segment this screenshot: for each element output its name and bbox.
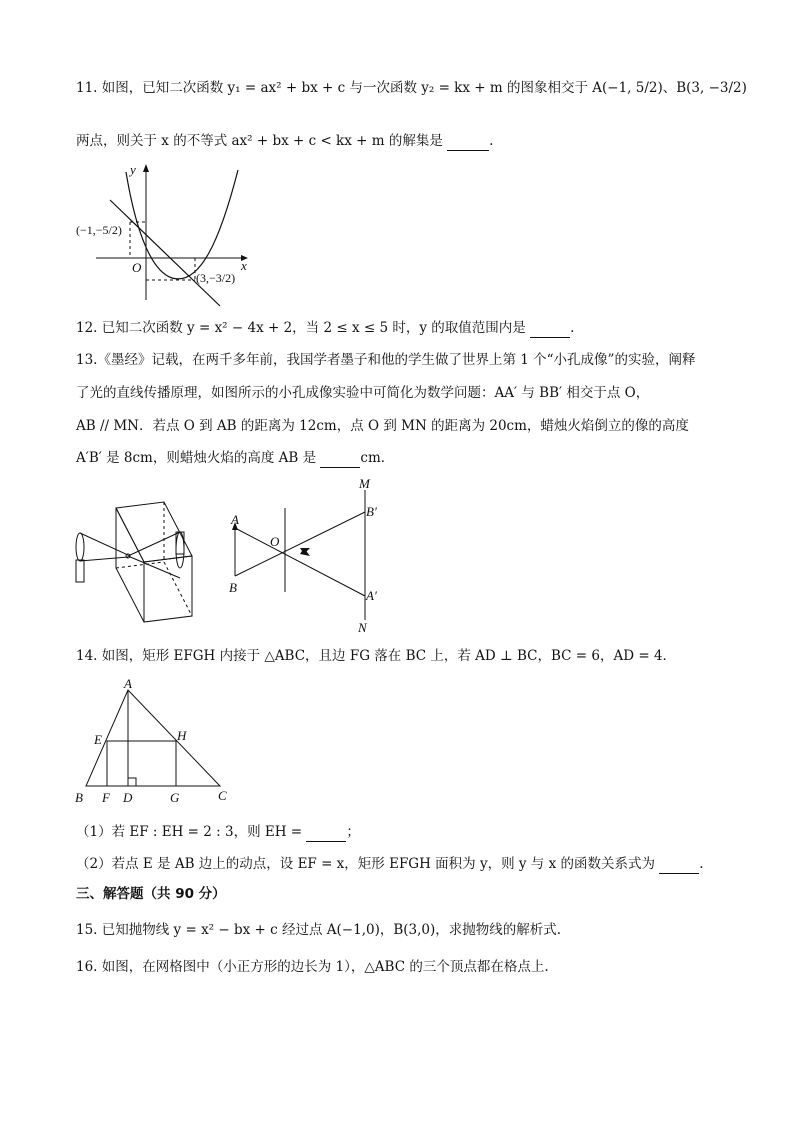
- q12-line: [76, 318, 574, 338]
- q14-sub1-blank[interactable]: [306, 827, 346, 842]
- triangle-abc: [86, 690, 220, 786]
- label-b-prime: B′: [366, 504, 377, 519]
- q13-line3: AB // MN．若点 O 到 AB 的距离为 12cm，点 O 到 MN 的距离为 20cm，蜡烛火焰倒立的像的高度: [76, 418, 689, 434]
- pinhole-camera-drawing: [72, 498, 202, 628]
- rectangle-efgh: [107, 741, 176, 786]
- label-h: H: [177, 728, 187, 743]
- q12-end: .: [570, 320, 575, 336]
- q14-figure: [72, 676, 242, 810]
- q12-text: 12. 已知二次函数 y = x² − 4x + 2，当 2 ≤ x ≤ 5 时，y 的取值范围内是: [76, 320, 526, 336]
- q13-answer-blank[interactable]: [320, 453, 360, 468]
- q13-figure: [220, 472, 390, 637]
- point-a-label: (−1,−5/2): [76, 223, 122, 237]
- q11-line2: [76, 131, 493, 151]
- q14-sub2-text: （2）若点 E 是 AB 边上的动点，设 EF = x，矩形 EFGH 面积为 y，则 y 与 x 的函数关系式为: [76, 856, 655, 872]
- q14-sub2: [76, 854, 704, 874]
- q14-sub2-blank[interactable]: [659, 859, 699, 874]
- label-a-prime: A′: [366, 588, 377, 603]
- q12-answer-blank[interactable]: [530, 323, 570, 338]
- label-a: A: [231, 512, 239, 527]
- label-b: B: [75, 790, 83, 805]
- q13-line4: [76, 448, 394, 468]
- q16-line: 16. 如图，在网格图中（小正方形的边长为 1），△ABC 的三个顶点都在格点上.: [76, 959, 549, 975]
- q13-unit: cm．: [360, 450, 395, 466]
- q13-line4-text: A′B′ 是 8cm，则蜡烛火焰的高度 AB 是: [76, 450, 317, 466]
- y-label: y: [130, 162, 136, 177]
- x-label: x: [241, 258, 247, 273]
- parabola: [126, 170, 238, 279]
- q14-sub1-text: （1）若 EF : EH = 2 : 3，则 EH =: [76, 824, 303, 840]
- section-3-heading: 三、解答题（共 90 分）: [76, 886, 226, 902]
- q14-sub2-end: .: [699, 856, 704, 872]
- origin-label: O: [132, 260, 142, 275]
- label-m: M: [359, 476, 370, 491]
- q14-sub1: [76, 822, 360, 842]
- point-b-label: (3,−3/2): [196, 271, 236, 285]
- q14-line1: 14. 如图，矩形 EFGH 内接于 △ABC，且边 FG 落在 BC 上，若 AD ⊥ BC，BC = 6，AD = 4．: [76, 648, 677, 664]
- label-b: B: [229, 580, 237, 595]
- q14-sub1-end: ；: [346, 824, 360, 840]
- ray-aa1: [235, 528, 365, 596]
- q11-answer-blank[interactable]: [447, 136, 489, 151]
- label-a: A: [124, 676, 132, 691]
- label-f: F: [102, 790, 110, 805]
- label-g: G: [170, 790, 180, 805]
- q13-line2: 了光的直线传播原理，如图所示的小孔成像实验中可简化为数学问题：AA′ 与 BB′ 相交于点 O，: [76, 385, 650, 401]
- ray-bb1: [235, 512, 365, 576]
- linear-line: [110, 200, 220, 306]
- q15-line: 15. 已知抛物线 y = x² − bx + c 经过点 A(−1,0)，B(3,0)，求抛物线的解析式.: [76, 922, 562, 938]
- label-n: N: [358, 620, 367, 635]
- q11-figure: [70, 160, 260, 310]
- q11-end: .: [489, 133, 494, 149]
- q11-line2-text: 两点，则关于 x 的不等式 ax² + bx + c < kx + m 的解集是: [76, 133, 443, 149]
- q13-line1: 13.《墨经》记载，在两千多年前，我国学者墨子和他的学生做了世界上第 1 个“小孔成像”的实验，阐释: [76, 352, 696, 368]
- q11-line1: 11. 如图，已知二次函数 y₁ = ax² + bx + c 与一次函数 y₂ = kx + m 的图象相交于 A(−1, 5/2)、B(3, −3/2): [76, 80, 747, 96]
- label-c: C: [218, 788, 227, 803]
- label-o: O: [270, 534, 280, 549]
- label-e: E: [94, 732, 102, 747]
- label-d: D: [123, 790, 133, 805]
